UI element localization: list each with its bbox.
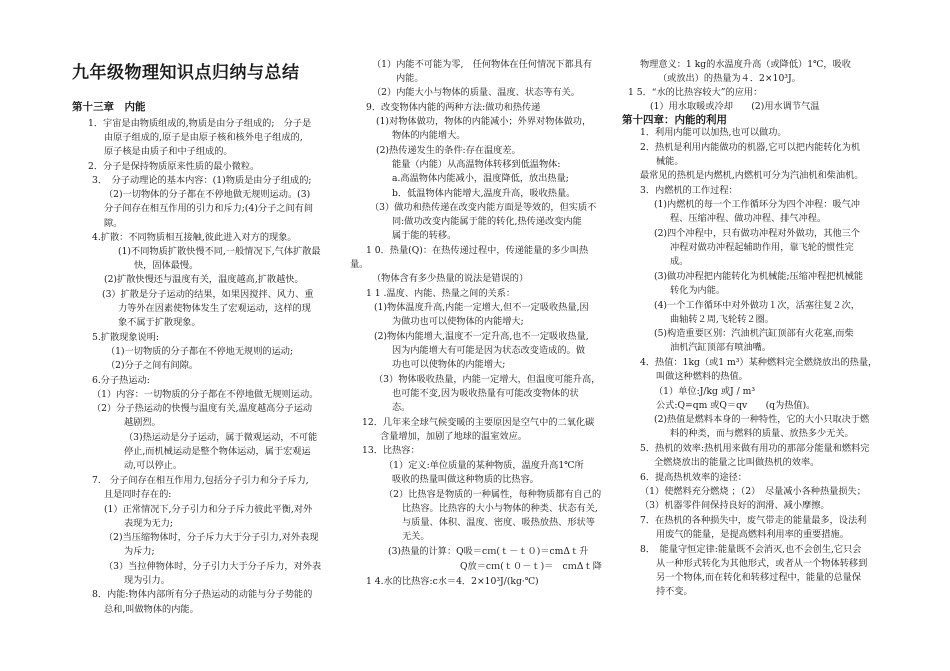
col3-line: （1）单位:J/kg 或J / m³ (654, 386, 756, 397)
col2-line: (1)对物体做功，物体的内能减小；外界对物体做功， (376, 116, 592, 127)
col3-line: 4．热值：1kg（或1 m³）某种燃料完全燃烧放出的热量， (640, 357, 878, 368)
col2-line: （1）定义:单位质量的某种物质，温度升高1℃所 (384, 460, 584, 471)
col2-line: 内能。 (396, 73, 424, 84)
col2-line: （3）做功和热传递在改变内能方面是等效的，但实质不 (370, 202, 597, 213)
col2-line: 比热容。比热容的大小与物体的种类、状态有关, (402, 503, 598, 514)
col3-line: 物理意义：1 kg的水温度升高（或降低）1℃，吸收 (640, 59, 851, 70)
col2-line: （1）内能不可能为零, 任何物体在任何情况下都具有 (372, 59, 593, 70)
col3-line: 7．在热机的各种损失中，废气带走的能量最多，设法利 (640, 515, 867, 526)
col3-line: 8． 能量守恒定律:能量既不会消灭,也不会创生,它只会 (640, 544, 862, 555)
col1-line: 象不属于扩散现象。 (118, 317, 201, 328)
col1-line: 6.分子热运动: (92, 375, 150, 386)
col3-line: 冲程对做功冲程起辅助作用，靠飞轮的惯性完 (670, 242, 854, 253)
col1-line: 力等外在因素使物体发生了宏观运动，这样的现 (118, 303, 311, 314)
col1-line: 1．宇宙是由物质组成的,物质是由分子组成的; 分子是 (88, 118, 312, 129)
col2-line: 13．比热容： (362, 445, 420, 456)
col3-line: 程、压缩冲程、做功冲程、排气冲程。 (670, 213, 827, 224)
col1-line: 原子核是由质子和中子组成的。 (104, 146, 233, 157)
col2-line: 与质量、体积、温度、密度、吸热放热、形状等 (402, 517, 595, 528)
col1-line: 为斥力; (124, 546, 155, 557)
col3-line: 用废气的能量，是提高燃料利用率的重要措施。 (656, 529, 849, 540)
col2-line: 9．改变物体内能的两种方法:做功和热传递 (366, 102, 541, 113)
col3-line: 1．利用内能可以加热,也可以做功。 (640, 127, 787, 138)
col3-line: (5)构造重要区别：汽油机汽缸顶部有火花塞,而柴 (654, 328, 854, 339)
col1-line: （2)当压缩物体时，分子斥力大于分子引力,对外表现 (104, 532, 319, 543)
col2-line: a.高温物体内能减小，温度降低，放出热量; (392, 173, 569, 184)
col3-line: 成。 (670, 256, 689, 267)
chapter-14-heading: 第十四章：内能的利用 (622, 114, 727, 126)
col1-line: （3)热运动是分子运动，属于微观运动，不可能 (124, 432, 318, 443)
col2-line: 物体的内能增大。 (392, 130, 466, 141)
col1-line: （2)分子之间有间隙。 (106, 360, 199, 371)
col1-line: (1）正常情况下,分子引力和分子斥力彼此平衡,对外 (104, 504, 313, 515)
col3-line: 从一种形式转化为其他形式，或者从一个物体转移到 (656, 558, 868, 569)
col2-line: 无关。 (402, 531, 430, 542)
col2-line: （物体含有多少热量的说法是错误的） (372, 273, 529, 284)
col2-line: 也可能不变,因为吸收热量有可能改变物体的状 (392, 388, 579, 399)
col1-line: 停止,而机械运动是整个物体运动，属于宏观运 (124, 446, 311, 457)
col1-line: 分子间存在相互作用的引力和斥力;(4)分子之间有间 (104, 203, 314, 214)
col1-line: 隙。 (104, 218, 123, 229)
col1-line: 8．内能:物体内部所有分子热运动的动能与分子势能的 (92, 589, 313, 600)
chapter-13-heading: 第十三章 内能 (72, 101, 146, 113)
col3-line: (2)热值是燃料本身的一种特性，它的大小只取决于燃 (654, 414, 870, 425)
col3-line: 另一个物体,而在转化和转移过程中，能量的总量保 (656, 572, 862, 583)
col3-line: （或放出）的热量为４．2×10³J。 (658, 73, 801, 84)
col1-line: 7. 分子间存在相互作用力,包括分子引力和分子斥力, (92, 475, 309, 486)
col2-line: 1 0．热量(Q)：在热传递过程中，传递能量的多少叫热 (366, 245, 589, 256)
col3-line: 曲轴转２周,飞轮转２圈。 (670, 314, 774, 325)
col1-line: 快，固体最慢。 (134, 260, 199, 271)
col2-line: 1 1 .温度、内能、热量之间的关系： (366, 288, 516, 299)
col1-line: (2)扩散快慢还与温度有关，温度越高,扩散越快。 (104, 274, 304, 285)
col1-line: （2)一切物体的分子都在不停地做无规则运动。(3) (104, 189, 311, 200)
col2-line: 为做功也可以使物体的内能增大; (392, 316, 524, 327)
col2-line: (3)热量的计算：Q吸＝cｍ(ｔ－ｔ０)＝cmΔｔ升 (388, 546, 589, 557)
col2-line: 12．几年来全球气候变暖的主要原因是空气中的二氧化碳 (362, 417, 595, 428)
col3-line: 最常见的热机是内燃机,内燃机可分为汽油机和柴油机。 (640, 170, 864, 181)
col1-line: 总和,叫做物体的内能。 (104, 604, 199, 615)
col2-line: 同:做功改变内能属于能的转化,热传递改变内能 (392, 216, 582, 227)
col1-line: （3）当拉伸物体时，分子引力大于分子斥力，对外表 (104, 561, 322, 572)
col3-line: 叫做这种燃料的热值。 (656, 371, 748, 382)
col2-line: 能量（内能）从高温物体转移到低温物体: (392, 159, 561, 170)
col3-line: （1）使燃料充分燃烧 ；（2） 尽量减小各种热量损失； (640, 486, 866, 497)
col3-line: 2．热机是利用内能做功的机器,它可以把内能转化为机 (640, 142, 861, 153)
col2-line: (2)热传递发生的条件:存在温度差。 (376, 145, 521, 156)
col3-line: 3．内燃机的工作过程： (640, 185, 738, 196)
col2-line: （2）比热容是物质的一种属性，每种物质都有自己的 (384, 489, 602, 500)
col1-line: 越剧烈。 (124, 417, 161, 428)
col3-line: 6．提高热机效率的途径： (640, 472, 747, 483)
col2-line: 1 4.水的比热容:c水＝4．2×10³J/(kg·℃) (366, 576, 539, 587)
col1-line: 由原子组成的,原子是由原子核和核外电子组成的, (104, 132, 303, 143)
col1-line: 3． 分子动理论的基本内容：(1)物质是由分子组成的; (92, 175, 312, 186)
col3-line: 料的种类，而与燃料的质量、放热多少无关。 (670, 428, 854, 439)
col1-line: 4.扩散：不同物质相互接触,彼此进入对方的现象。 (92, 232, 297, 243)
col2-line: 功也可以使物体的内能增大; (392, 359, 506, 370)
col1-line: 2．分子是保持物质原来性质的最小微粒。 (88, 161, 260, 172)
col2-line: (1)物体温度升高,内能一定增大,但不一定吸收热量,因 (374, 302, 589, 313)
col2-line: 态。 (392, 402, 411, 413)
col3-line: 1 5．“水的比热容较大”的应用： (628, 87, 763, 98)
col2-line: 因为内能增大有可能是因为状态改变造成的。做 (392, 345, 585, 356)
col2-line: 属于能的转移。 (392, 230, 457, 241)
col1-line: 动,可以停止。 (124, 460, 183, 471)
col3-line: 公式:Q=qm 或Q＝qv (q为热值)。 (656, 400, 816, 411)
col3-line: (2)四个冲程中，只有做功冲程对外做功，其他三个 (654, 228, 860, 239)
col2-line: 量。 (350, 259, 369, 270)
col1-line: 5.扩散现象说明: (92, 332, 159, 343)
col2-line: （2）内能大小与物体的质量、温度、状态等有关。 (372, 87, 580, 98)
col3-line: 械能。 (656, 156, 684, 167)
col2-line: （3）物体吸收热量，内能一定增大，但温度可能升高， (374, 374, 601, 385)
col1-line: （1)一切物质的分子都在不停地无规则的运动; (106, 346, 294, 357)
col3-line: 5．热机的效率:热机用来做有用功的那部分能量和燃料完 (640, 443, 870, 454)
col2-line: 含量增加，加剧了地球的温室效应。 (380, 431, 527, 442)
col3-line: (1)内燃机的每一个工作循环分为四个冲程：吸气冲 (654, 199, 860, 210)
col1-line: （1）内容：一切物质的分子都在不停地做无规则运动。 (92, 389, 319, 400)
col1-line: 现为引力。 (124, 575, 170, 586)
col1-line: 表现为无力; (124, 518, 174, 529)
col1-line: (3）扩散是分子运动的结果，如果因搅拌、风力、重 (102, 289, 314, 300)
col1-line: (1)不同物质扩散快慢不同,一般情况下,气体扩散最 (118, 246, 321, 257)
page-title: 九年级物理知识点归纳与总结 (72, 63, 300, 83)
col3-line: 油机汽缸顶部有喷油嘴。 (670, 342, 772, 353)
col3-line: 持不变。 (656, 586, 693, 597)
col3-line: (3)做功冲程把内能转化为机械能;压缩冲程把机械能 (654, 271, 864, 282)
col2-line: 吸收的热量叫做这种物质的比热容。 (392, 474, 539, 485)
col3-line: 转化为内能。 (670, 285, 726, 296)
col3-line: (4)一个工作循环中对外做功１次，活塞往复２次， (654, 300, 860, 311)
col3-line: （3）机器零件间保持良好的润滑、减小摩擦。 (640, 500, 830, 511)
col3-line: 全燃烧放出的能量之比叫做热机的效率。 (654, 457, 820, 468)
col2-line: (2)物体内能增大,温度不一定升高,也不一定吸收热量, (374, 331, 589, 342)
col1-line: 且是同时存在的: (104, 489, 172, 500)
col2-line: Q放＝cｍ(ｔ０－ｔ)＝ cｍΔｔ降 (460, 561, 602, 572)
col1-line: （2）分子热运动的快慢与温度有关,温度越高分子运动 (92, 403, 313, 414)
col2-line: b．低温物体内能增大,温度升高，吸收热量。 (392, 188, 576, 199)
col3-line: (1）用水取暖或冷却 (2)用水调节气温 (650, 101, 820, 112)
